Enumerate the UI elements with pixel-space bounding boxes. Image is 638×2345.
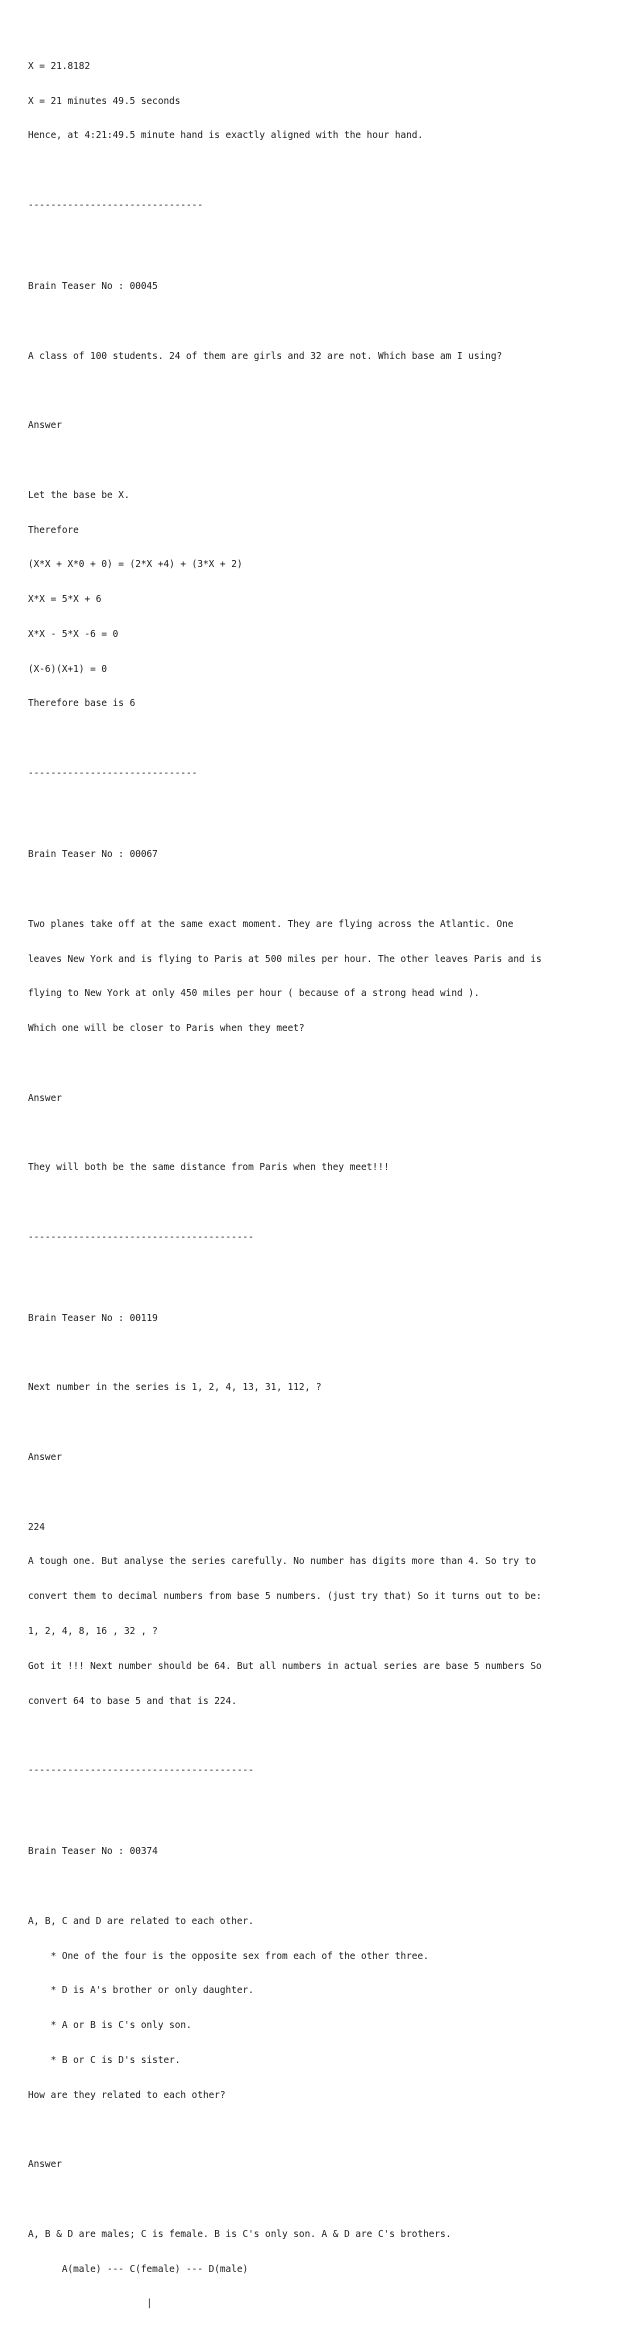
- answer-label: Answer: [28, 1092, 62, 1104]
- answer-line: 1, 2, 4, 8, 16 , 32 , ?: [28, 1625, 158, 1637]
- intro-line: Hence, at 4:21:49.5 minute hand is exactly aligned with the hour hand.: [28, 130, 424, 142]
- answer-line: 224: [28, 1521, 45, 1533]
- teaser-question-line: leaves New York and is flying to Paris at 500 miles per hour. The other leaves Paris and is: [28, 953, 542, 965]
- teaser-question: Next number in the series is 1, 2, 4, 13, 31, 112, ?: [28, 1382, 322, 1394]
- answer-line: A, B & D are males; C is female. B is C's only son. A & D are C's brothers.: [28, 2228, 452, 2240]
- teaser-question-line: Two planes take off at the same exact moment. They are flying across the Atlantic. One: [28, 918, 514, 930]
- answer-label: Answer: [28, 420, 62, 432]
- document-text: [28, 26, 612, 2345]
- answer-line: They will both be the same distance from Paris when they meet!!!: [28, 1162, 390, 1174]
- teaser-question-line: * B or C is D's sister.: [28, 2054, 181, 2066]
- answer-line: |: [28, 2298, 153, 2310]
- teaser-title: Brain Teaser No : 00374: [28, 1846, 158, 1858]
- teaser-question-line: Which one will be closer to Paris when they meet?: [28, 1023, 305, 1035]
- answer-line: (X-6)(X+1) = 0: [28, 663, 108, 675]
- answer-line: A(male) --- C(female) --- D(male): [28, 2263, 249, 2275]
- answer-line: Therefore base is 6: [28, 698, 136, 710]
- answer-line: convert them to decimal numbers from base 5 numbers. (just try that) So it turns out to be:: [28, 1591, 542, 1603]
- teaser-title: Brain Teaser No : 00119: [28, 1312, 158, 1324]
- teaser-question-line: * One of the four is the opposite sex from each of the other three.: [28, 1950, 429, 1962]
- answer-line: Therefore: [28, 524, 79, 536]
- teaser-question-line: A, B, C and D are related to each other.: [28, 1915, 254, 1927]
- answer-line: X*X - 5*X -6 = 0: [28, 628, 119, 640]
- answer-label: Answer: [28, 2159, 62, 2171]
- answer-line: A tough one. But analyse the series carefully. No number has digits more than 4. So try to: [28, 1556, 536, 1568]
- teaser-title: Brain Teaser No : 00067: [28, 849, 158, 861]
- teaser-question-line: How are they related to each other?: [28, 2089, 226, 2101]
- separator: ------------------------------: [28, 768, 198, 779]
- separator: ----------------------------------------: [28, 1765, 254, 1777]
- intro-line: X = 21.8182: [28, 60, 91, 72]
- answer-line: Let the base be X.: [28, 489, 130, 501]
- separator: -------------------------------: [28, 199, 203, 211]
- answer-label: Answer: [28, 1452, 62, 1464]
- teaser-question-line: * A or B is C's only son.: [28, 2020, 192, 2032]
- teaser-question-line: * D is A's brother or only daughter.: [28, 1985, 254, 1997]
- teaser-question-line: flying to New York at only 450 miles per hour ( because of a strong head wind ).: [28, 988, 480, 1000]
- intro-line: X = 21 minutes 49.5 seconds: [28, 95, 181, 107]
- separator: ----------------------------------------: [28, 1231, 254, 1243]
- answer-line: Got it !!! Next number should be 64. But all numbers in actual series are base 5 numbers So: [28, 1660, 542, 1672]
- answer-line: (X*X + X*0 + 0) = (2*X +4) + (3*X + 2): [28, 559, 243, 571]
- teaser-question: A class of 100 students. 24 of them are girls and 32 are not. Which base am I using?: [28, 350, 503, 362]
- answer-line: convert 64 to base 5 and that is 224.: [28, 1695, 237, 1707]
- teaser-title: Brain Teaser No : 00045: [28, 281, 158, 293]
- answer-line: X*X = 5*X + 6: [28, 594, 102, 606]
